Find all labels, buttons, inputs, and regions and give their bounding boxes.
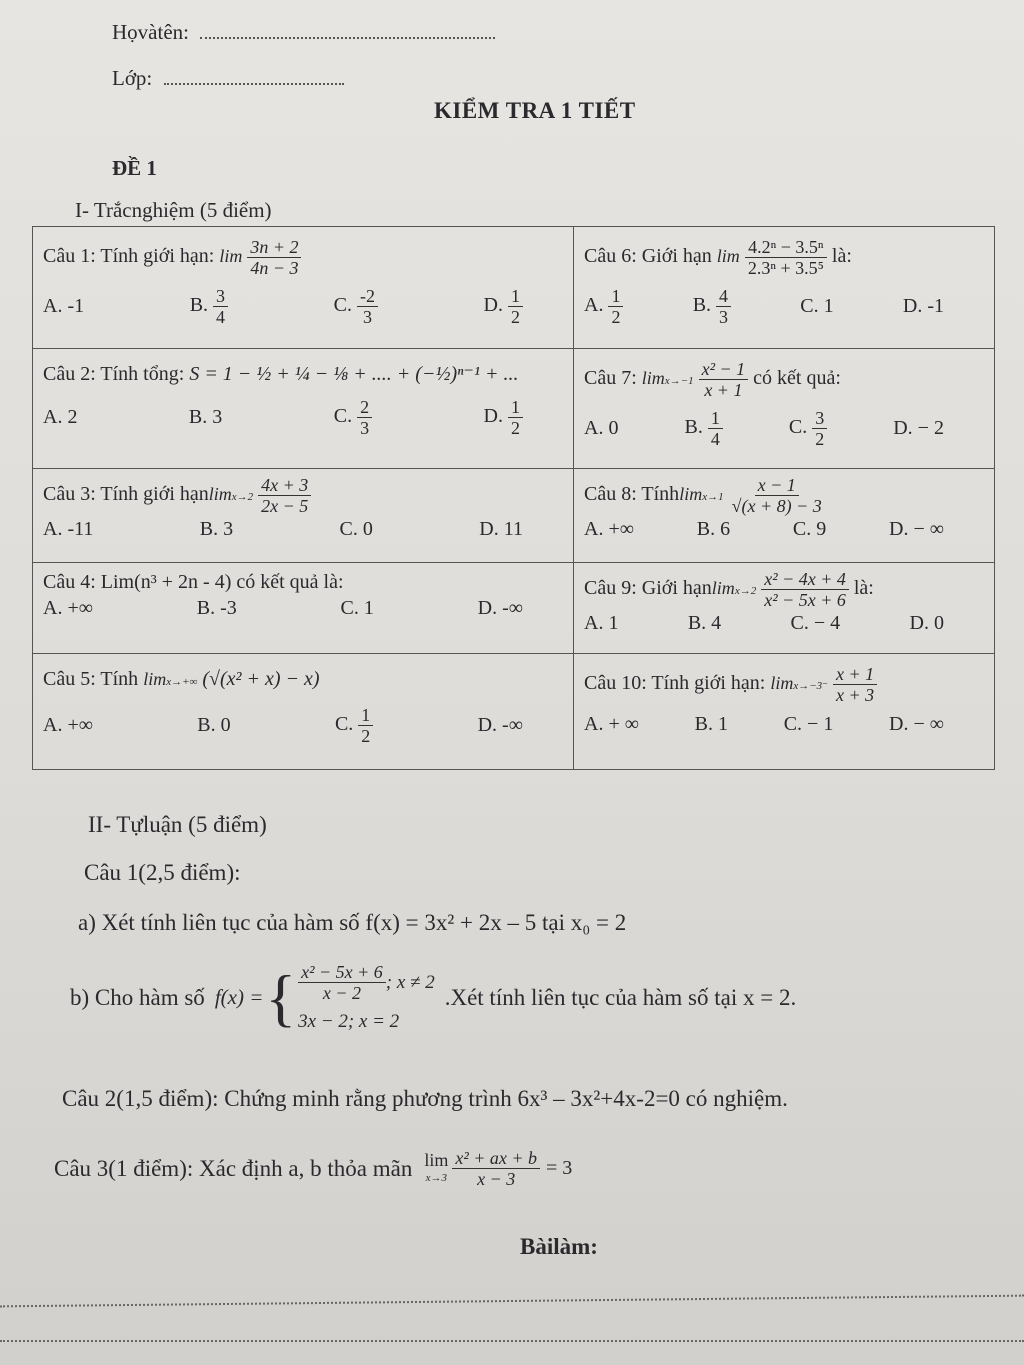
question-7: Câu 7: limx→−1 $\frac{\text{x² − 1}}{x + 1}$ có kết quả: A. 0 B. $\frac{1}{4}$ C. $\frac{3}{2}$ D. − 2 [574,349,995,469]
essay-q3-lim: lim x→3 [424,1149,449,1184]
question-9: Câu 9: Giới hạnlimx→2 $\frac{\text{x² − 4x + 4}}{\text{x² − 5x + 6}}$ là: A. 1 B. 4 C. − 4 D. 0 [574,562,995,654]
part2-heading: II- Tựluận (5 điểm) [88,812,267,837]
essay-q1b [70,962,796,1033]
essay-q3: Câu 3(1 điểm): Xác định a, b thỏa mãn lim x→3 $\frac{\text{x² + ax + b}}{x - 3}$ = 3 [54,1148,573,1189]
question-5: Câu 5: Tính limx→+∞ (√(x² + x) − x) A. +∞ B. 0 C. $\frac{1}{2}$ D. -∞ [33,654,574,770]
answer-heading: Bàilàm: [520,1234,598,1259]
essay-q1b-pre: b) Cho hàm số [70,984,205,1010]
question-6: Câu 6: Giới hạn lim $\frac{\text{4.2ⁿ − 3.5ⁿ}}{\text{2.3ⁿ + 3.5⁵}}$ là: A. $\frac{1}{2}$ B. $\frac{4}{3}$ C. 1 D. -1 [574,227,995,349]
question-4: Câu 4: Lim(n³ + 2n - 4) có kết quả là: A. +∞ B. -3 C. 1 D. -∞ [33,562,574,654]
exam-title: KIỂM TRA 1 TIẾT [434,98,636,123]
name-dots [200,37,495,39]
exam-code: ĐỀ 1 [112,156,157,180]
answer-line-2 [0,1340,1024,1342]
question-10: Câu 10: Tính giới hạn: limx→−3⁻ $\frac{x + 1}{x + 3}$ A. + ∞ B. 1 C. − 1 D. − ∞ [574,654,995,770]
question-3-4: Câu 3: Tính giới hạnlimx→2 $\frac{4x + 3}{2x - 5}$ A. -11 B. 3 C. 0 D. 11 [33,469,574,563]
class-dots [164,83,344,85]
essay-q1b-post: .Xét tính liên tục của hàm số tại x = 2. [444,984,797,1010]
essay-q3-pre: Câu 3(1 điểm): Xác định a, b thỏa mãn [54,1155,413,1181]
quiz-table [32,226,995,770]
question-2: Câu 2: Tính tổng: S = 1 − ½ + ¼ − ⅛ + .... + (−½)ⁿ⁻¹ + ... A. 2 B. 3 C. $\frac{2}{3}$ D. $\frac{1}{2}$ [33,349,574,469]
essay-q1a: a) Xét tính liên tục của hàm số f(x) = 3x² + 2x – 5 tại x₀ = 2 [78,910,627,935]
name-label: Họvàtên: [112,20,189,44]
answer-line-1 [0,1295,1024,1308]
question-8: Câu 8: Tínhlimx→1 $\frac{x - 1}{√(x + 8) - 3}$ A. +∞ B. 6 C. 9 D. − ∞ [574,469,995,563]
part1-heading: I- Trắcnghiệm (5 điểm) [75,198,272,222]
class-line [112,66,344,91]
question-1: Câu 1: Tính giới hạn: lim $\frac{3n + 2}{4n - 3}$ A. -1 B. $\frac{3}{4}$ C. $\frac{-2}{3}$ D. $\frac{1}{2}$ [33,227,574,349]
piecewise-brace: { [265,961,297,1033]
essay-q3-post: = 3 [546,1157,573,1179]
essay-q1b-fx: f(x) = [214,985,264,1009]
class-label: Lớp: [112,66,153,90]
essay-q1-heading: Câu 1(2,5 điểm): [84,860,241,885]
essay-q2: Câu 2(1,5 điểm): Chứng minh rằng phương trình 6x³ – 3x²+4x-2=0 có nghiệm. [62,1086,788,1111]
piecewise-cases: $\frac{\text{x² − 5x + 6}}{x - 2}$ ; x ≠ 2 3x − 2; x = 2 [298,962,435,1032]
name-line [112,20,495,45]
